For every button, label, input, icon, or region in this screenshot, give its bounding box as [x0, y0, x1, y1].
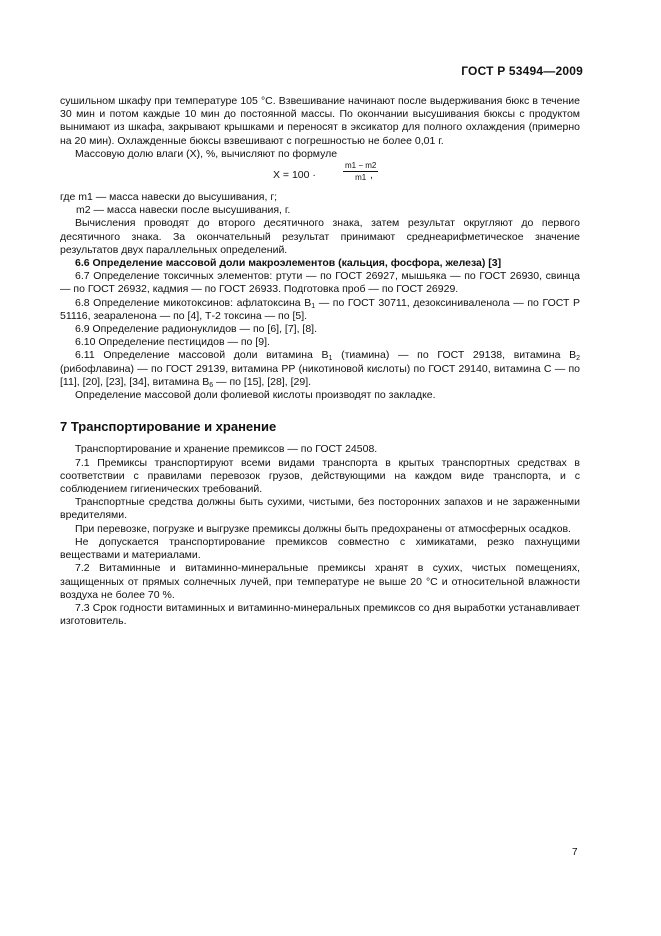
clause-7-3: 7.3 Срок годности витаминных и витаминно-минеральных премиксов со дня выработки устанавливает изготовитель.	[60, 601, 580, 628]
calculation-paragraph: Вычисления проводят до второго десятичного знака, затем результат округляют до первого десятичного знака. За окончательный результат принимают среднеарифметическое значение результатов двух параллельных определений.	[60, 217, 580, 256]
formula-numerator: m1 − m2	[345, 161, 377, 171]
page-body	[60, 95, 580, 628]
moisture-formula	[60, 161, 580, 191]
clause-6-8: 6.8 Определение микотоксинов: афлатоксина $B_1$ — по ГОСТ 30711, дезоксиниваленола — по ГОСТ Р 51116, зеараленона — по [4], Т-2 токсина — по [5].	[60, 296, 580, 322]
formula-where-m2: m2 — масса навески после высушивания, г.	[76, 204, 291, 217]
formula-comma: ,	[370, 169, 373, 182]
formula-fraction	[343, 161, 378, 183]
section-7-heading: 7 Транспортирование и хранение	[60, 419, 277, 435]
folic-acid-note: Определение массовой доли фолиевой кислоты производят по закладке.	[75, 389, 436, 402]
document-code: ГОСТ Р 53494—2009	[461, 64, 583, 78]
clause-6-7: 6.7 Определение токсичных элементов: ртути — по ГОСТ 26927, мышьяка — по ГОСТ 26930, свинца — по ГОСТ 26932, кадмия — по ГОСТ 26933. Подготовка проб — по ГОСТ 26929.	[60, 270, 580, 296]
formula-where-m1: где m1 — масса навески до высушивания, г;	[60, 191, 278, 204]
chemicals-paragraph: Не допускается транспортирование премиксов совместно с химикатами, резко пахнущими веществами и материалами.	[60, 535, 580, 562]
section-7-intro: Транспортирование и хранение премиксов — по ГОСТ 24508.	[75, 443, 378, 456]
clause-6-6: 6.6 Определение массовой доли макроэлементов (кальция, фосфора, железа) [3]	[75, 257, 502, 270]
formula-lhs: X = 100 ·	[273, 169, 316, 182]
vehicles-paragraph: Транспортные средства должны быть сухими, чистыми, без посторонних запахов и не зараженными вредителями.	[60, 496, 580, 522]
clause-6-10: 6.10 Определение пестицидов — по [9].	[75, 336, 270, 349]
clause-6-9: 6.9 Определение радионуклидов — по [6], [7], [8].	[75, 323, 318, 336]
page-number: 7	[572, 847, 578, 858]
formula-denominator: m1	[355, 173, 367, 183]
clause-6-11: 6.11 Определение массовой доли витамина $B_1$ (тиамина) — по ГОСТ 29138, витамина $B_2$ (рибофлавина) — по ГОСТ 29139, витамина РР (никотиновой кислоты) по ГОСТ 29140, витамина С — по [11], [20], [23], [34], витамина $B_6$ — по [15], [28], [29].	[60, 349, 580, 389]
moisture-formula-intro: Массовую долю влаги (X), %, вычисляют по формуле	[75, 147, 338, 160]
clause-7-2: 7.2 Витаминные и витаминно-минеральные премиксы хранят в сухих, чистых помещениях, защищенных от прямых солнечных лучей, при температуре не выше 20 °С и относительной влажности воздуха не более 70 %.	[60, 562, 580, 601]
clause-7-1: 7.1 Премиксы транспортируют всеми видами транспорта в крытых транспортных средствах в соответствии с правилами перевозок грузов, действующими на каждом виде транспорта, и с соблюдением гигиенических требований.	[60, 456, 580, 496]
drying-paragraph: сушильном шкафу при температуре 105 °С. Взвешивание начинают после выдерживания бюкс в течение 30 мин и потом каждые 10 мин до постоянной массы. По окончании высушивания бюксы с продуктом вынимают из шкафа, закрывают крышками и переносят в эксикатор для полного охлаждения (примерно на 20 мин). Охлажденные бюксы взвешивают с погрешностью не более 0,01 г.	[60, 95, 580, 147]
loading-paragraph: При перевозке, погрузке и выгрузке премиксы должны быть предохранены от атмосферных осадков.	[75, 522, 571, 535]
